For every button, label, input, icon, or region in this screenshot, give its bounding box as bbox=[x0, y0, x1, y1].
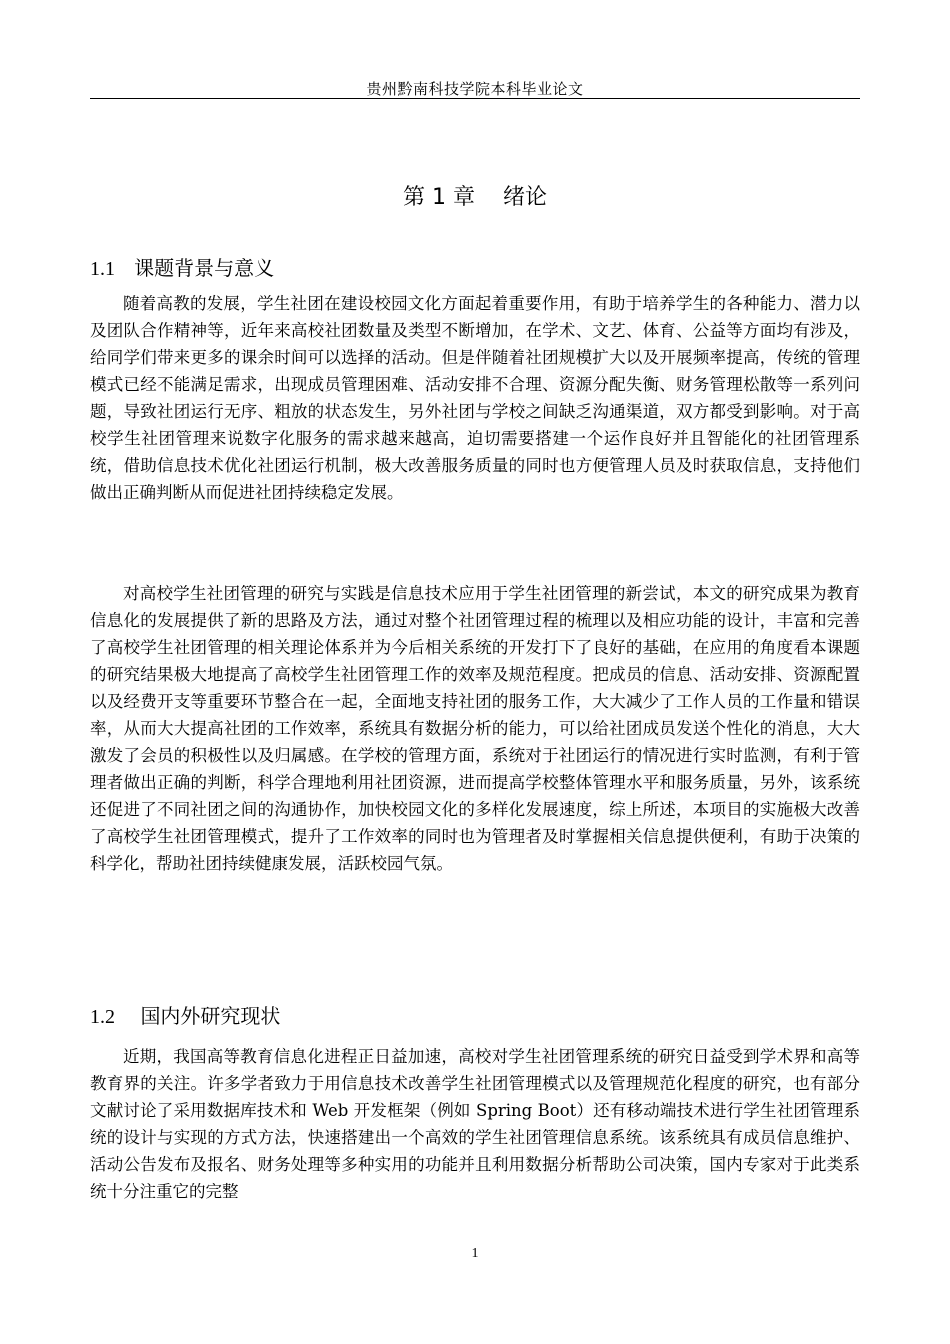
page-number: 1 bbox=[471, 1246, 479, 1261]
section-heading-1-1 bbox=[90, 252, 274, 281]
paragraph: 近期，我国高等教育信息化进程正日益加速，高校对学生社团管理系统的研究日益受到学术界和高等教育界的关注。许多学者致力于用信息技术改善学生社团管理模式以及管理规范化程度的研究，也有部分文献讨论了采用数据库技术和 Web 开发框架（例如 Spring Boot）还有移动端技术进行学生社团管理系统的设计与实现的方式方法，快速搭建出一个高效的学生社团管理信息系统。该系统具有成员信息维护、活动公告发布及报名、财务处理等多种实用的功能并且利用数据分析帮助公司决策，国内专家对于此类系统十分注重它的完整 bbox=[90, 1047, 860, 1201]
section-heading-1-2 bbox=[90, 1000, 280, 1029]
running-header: 贵州黔南科技学院本科毕业论文 bbox=[366, 80, 584, 98]
chapter-title: 第 1 章 绪论 bbox=[403, 185, 547, 210]
section-title: 课题背景与意义 bbox=[134, 256, 275, 280]
header-divider bbox=[90, 98, 860, 99]
section-title: 国内外研究现状 bbox=[140, 1004, 281, 1028]
paragraph: 对高校学生社团管理的研究与实践是信息技术应用于学生社团管理的新尝试，本文的研究成果为教育信息化的发展提供了新的思路及方法，通过对整个社团管理过程的梳理以及相应功能的设计，丰富和完善了高校学生社团管理的相关理论体系并为今后相关系统的开发打下了良好的基础，在应用的角度看本课题的研究结果极大地提高了高校学生社团管理工作的效率及规范程度。把成员的信息、活动安排、资源配置以及经费开支等重要环节整合在一起，全面地支持社团的服务工作，大大减少了工作人员的工作量和错误率，从而大大提高社团的工作效率，系统具有数据分析的能力，可以给社团成员发送个性化的消息，大大激发了会员的积极性以及归属感。在学校的管理方面，系统对于社团运行的情况进行实时监测，有利于管理者做出正确的判断，科学合理地利用社团资源，进而提高学校整体管理水平和服务质量，另外，该系统还促进了不同社团之间的沟通协作，加快校园文化的多样化发展速度，综上所述，本项目的实施极大改善了高校学生社团管理模式，提升了工作效率的同时也为管理者及时掌握相关信息提供便利，有助于决策的科学化，帮助社团持续健康发展，活跃校园气氛。 bbox=[90, 584, 860, 873]
section-number: 1.1 bbox=[90, 258, 115, 280]
paragraph: 随着高教的发展，学生社团在建设校园文化方面起着重要作用，有助于培养学生的各种能力、潜力以及团队合作精神等，近年来高校社团数量及类型不断增加，在学术、文艺、体育、公益等方面均有涉及，给同学们带来更多的课余时间可以选择的活动。但是伴随着社团规模扩大以及开展频率提高，传统的管理模式已经不能满足需求，出现成员管理困难、活动安排不合理、资源分配失衡、财务管理松散等一系列问题，导致社团运行无序、粗放的状态发生，另外社团与学校之间缺乏沟通渠道，双方都受到影响。对于高校学生社团管理来说数字化服务的需求越来越高，迫切需要搭建一个运作良好并且智能化的社团管理系统，借助信息技术优化社团运行机制，极大改善服务质量的同时也方便管理人员及时获取信息，支持他们做出正确判断从而促进社团持续稳定发展。 bbox=[90, 294, 860, 502]
section-number: 1.2 bbox=[90, 1006, 115, 1028]
